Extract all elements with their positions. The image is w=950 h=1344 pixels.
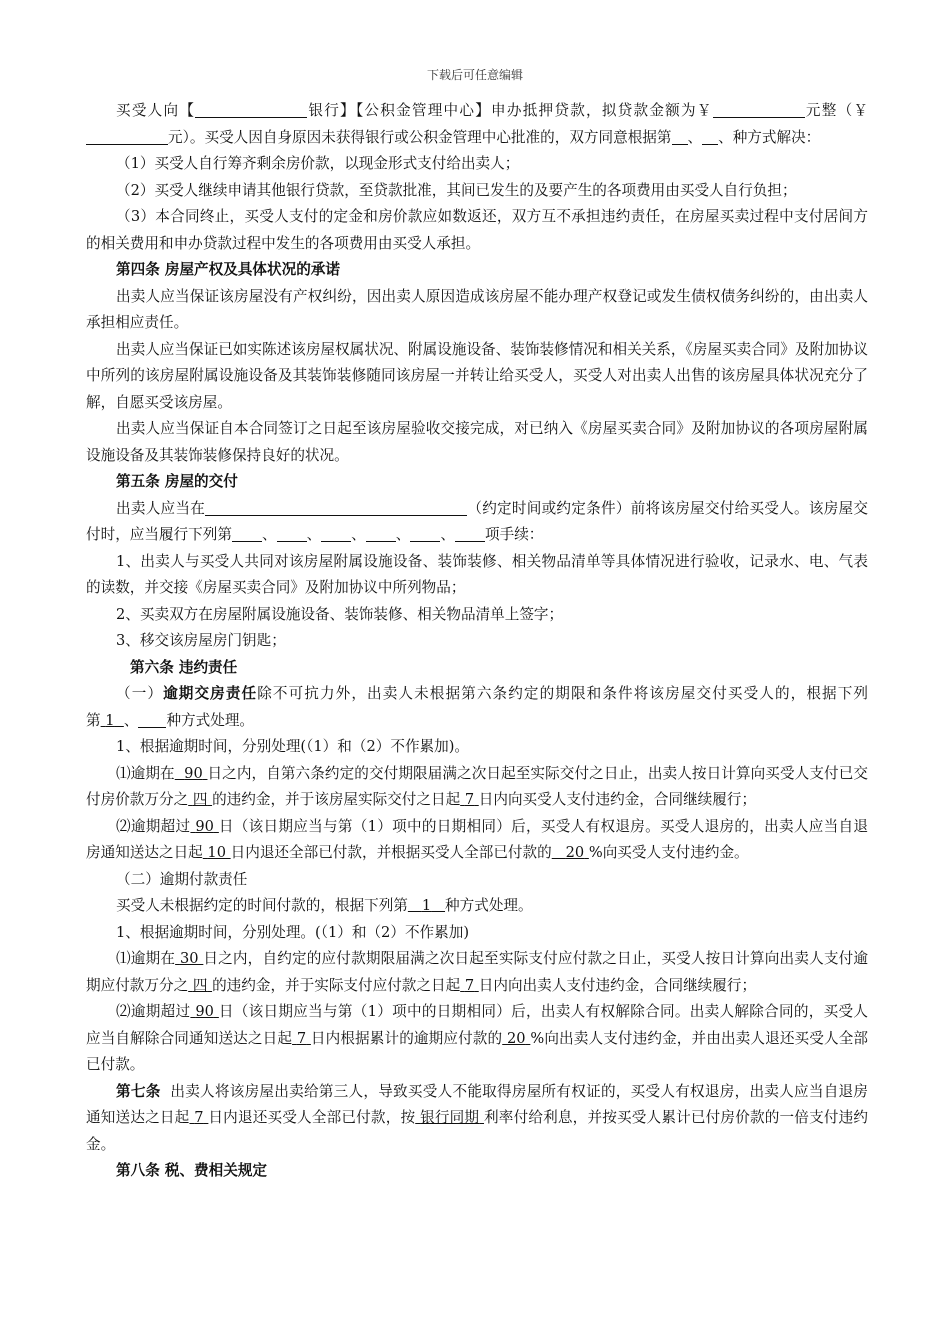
late-delivery-heading: 逾期交房责任 [163,685,258,702]
filled-value: 四 [192,976,208,994]
text: 项手续： [485,526,544,543]
procedure-blank-5[interactable] [410,524,440,542]
article-8-title: 第八条 税、费相关规定 [116,1162,268,1179]
article-4-title: 第四条 房屋产权及具体状况的承诺 [116,261,340,278]
text: （约定时间或约定条件）前将该房屋交付给买受人。该房屋交付时，应当履行下列第 [86,499,868,543]
text: 买受人向【 [116,102,196,119]
text: 、 [395,526,411,543]
option-2: （2）买受人继续申请其他银行贷款，至贷款批准，其间已发生的及要产生的各项费用由买受人自行负担； [116,181,797,199]
text: 、 [440,526,455,543]
article-5-item-1: 1、出卖人与买受人共同对该房屋附属设施设备、装饰装修、相关物品清单等具体情况进行验收，记录水、电、气表的读数，并交接《房屋买卖合同》及附加协议中所列物品； [86,552,868,596]
procedure-blank-3[interactable] [321,524,351,542]
text: %向出卖人支付违约金，并由出卖人退还买受人全部已付款。 [86,1029,868,1073]
article-4-para-1: 出卖人应当保证该房屋没有产权纠纷，因出卖人原因造成该房屋不能办理产权登记或发生债权债务纠纷的，由出卖人承担相应责任。 [86,287,868,331]
filled-value: 20 [507,1029,526,1047]
text: 日（该日期应当与第（1）项中的日期相同）后，出卖人有权解除合同。出卖人解除合同的，买受人应当自解除合同通知送达之日起 [86,1003,869,1047]
contract-body [86,98,868,1185]
text: 日之内，自第六条约定的交付期限届满之次日起至实际交付之日止，出卖人按日计算向买受人支付已交付房价款万分之 [86,764,868,808]
procedure-blank-6[interactable] [455,524,485,542]
article-6-title: 第六条 违约责任 [130,658,238,676]
procedure-blank-1[interactable] [232,524,262,542]
text: 元整（￥ [804,102,868,119]
filled-value: 四 [192,791,208,808]
filled-value: 7 [296,1029,307,1047]
text: 、 [306,526,322,543]
filled-value: 10 [207,844,226,861]
text: 日内退还买受人全部已付款，按 [208,1109,416,1126]
option-3: （3）本合同终止，买受人支付的定金和房价款应如数返还，双方互不承担违约责任，在房屋买卖过程中支付居间方的相关费用和申办贷款过程中发生的各项费用由买受人承担。 [86,208,868,252]
text: 、 [351,526,366,543]
article-6-section-2-rule: 1、根据逾期时间，分别处理。(（1）和（2）不作累加) [116,923,470,941]
article-4-para-3: 出卖人应当保证自本合同签订之日起至该房屋验收交接完成，对已纳入《房屋买卖合同》及附加协议的各项房屋附属设施设备及其装饰装修保持良好的状况。 [86,420,868,464]
text: ⑵逾期超过 [116,817,191,835]
article-5-title: 第五条 房屋的交付 [116,473,238,490]
loan-paragraph [86,98,868,151]
filled-value: 1 [105,711,115,729]
text: 元）。买受人因自身原因未获得银行或公积金管理中心批准的，双方同意根据第 [168,128,672,146]
text: 买受人未根据约定的时间付款的，根据下列第 [116,897,408,914]
text: 、 [261,526,277,543]
text: 的违约金，并于该房屋实际交付之日起 [212,791,461,808]
text: 日内退还全部已付款，并根据买受人全部已付款的 [230,844,552,861]
filled-value: 7 [464,791,475,808]
article-4-para-2: 出卖人应当保证已如实陈述该房屋权属状况、附属设施设备、装饰装修情况和相关关系，《房屋买卖合同》及附加协议中所列的该房屋附属设施设备及其装饰装修随同该房屋一并转让给买受人，买受人对出卖人出售的该房屋具体状况充分了解，自愿买受该房屋。 [86,340,868,411]
text: 日内向出卖人支付违约金，合同继续履行； [478,976,757,994]
filled-value: 30 [179,950,199,967]
text: ⑴逾期在 [116,764,175,782]
text: ⑴逾期在 [116,950,176,967]
article-6-section-1-rule: 1、根据逾期时间，分别处理(（1）和（2）不作累加)。 [116,738,470,755]
article-6-section-1 [86,681,868,734]
page-header: 下载后可任意编辑 [426,68,523,82]
text: （一） [116,685,164,702]
article-7 [86,1079,868,1159]
text: 除不可抗力外，出卖人未根据第六条约定的期限和条件将该房屋交付买受人的，根据下列第 [86,685,868,729]
option-blank-2[interactable] [702,127,718,145]
text: 日内向买受人支付违约金，合同继续履行； [478,791,757,808]
text: 、 [687,128,703,146]
article-7-title: 第七条 [116,1082,161,1100]
loan-amount-small-blank[interactable] [86,127,168,145]
article-6-section-2-point-2 [86,999,868,1079]
article-6-section-1-point-2 [86,814,868,867]
delivery-time-blank[interactable] [205,498,467,516]
procedure-blank-2[interactable] [277,524,307,542]
option-blank-1[interactable] [672,127,688,145]
filled-value: 银行同期 [420,1109,480,1126]
bank-name-blank[interactable] [195,100,307,118]
text: 、种方式解决： [718,128,821,146]
text: 种方式处理。 [445,897,533,914]
text: %向买受人支付违约金。 [588,844,749,861]
filled-value: 90 [195,1003,214,1020]
text: 银行】【公积金管理中心】申办抵押贷款，拟贷款金额为￥ [307,102,713,119]
article-6-section-2 [86,893,868,920]
text: 利率付给利息，并按买受人累计已付房价款的一倍支付违约金。 [86,1109,868,1153]
text: 日内根据累计的逾期应付款的 [310,1029,503,1047]
article-5-para-1 [86,496,868,549]
text: 的违约金，并于实际支付应付款之日起 [212,976,461,994]
filled-value: 90 [195,817,214,835]
filled-value: 20 [565,844,585,861]
text: 日（该日期应当与第（1）项中的日期相同）后，买受人有权退房。买受人退房的，出卖人应当自退房通知送达之日起 [86,817,869,861]
article-5-item-2: 2、买卖双方在房屋附属设施设备、装饰装修、相关物品清单上签字； [116,605,564,623]
option-1: （1）买受人自行筹齐剩余房价款，以现金形式支付给出卖人； [116,155,520,172]
article-6-section-2-point-1 [86,946,868,999]
article-6-section-2-title: （二）逾期付款责任 [116,870,248,888]
filled-value: 1 [421,897,432,914]
text: ⑵逾期超过 [116,1003,191,1020]
article-5-item-3: 3、移交该房屋房门钥匙； [116,632,286,649]
filled-value: 7 [194,1109,204,1126]
text: 出卖人将该房屋出卖给第三人，导致买受人不能取得房屋所有权证的，买受人有权退房，出卖人应当自退房通知送达之日起 [86,1082,868,1126]
option-blank[interactable] [138,710,166,728]
text: 日之内，自约定的应付款期限届满之次日起至实际支付应付款之日止，买受人按日计算向出卖人支付逾期应付款万分之 [86,950,869,994]
filled-value: 7 [464,976,475,994]
text: 、 [123,711,139,729]
article-6-section-1-point-1 [86,761,868,814]
loan-amount-blank[interactable] [713,100,805,118]
text: 出卖人应当在 [116,499,206,517]
filled-value: 90 [184,764,203,782]
procedure-blank-4[interactable] [366,524,396,542]
text: 种方式处理。 [166,711,255,729]
